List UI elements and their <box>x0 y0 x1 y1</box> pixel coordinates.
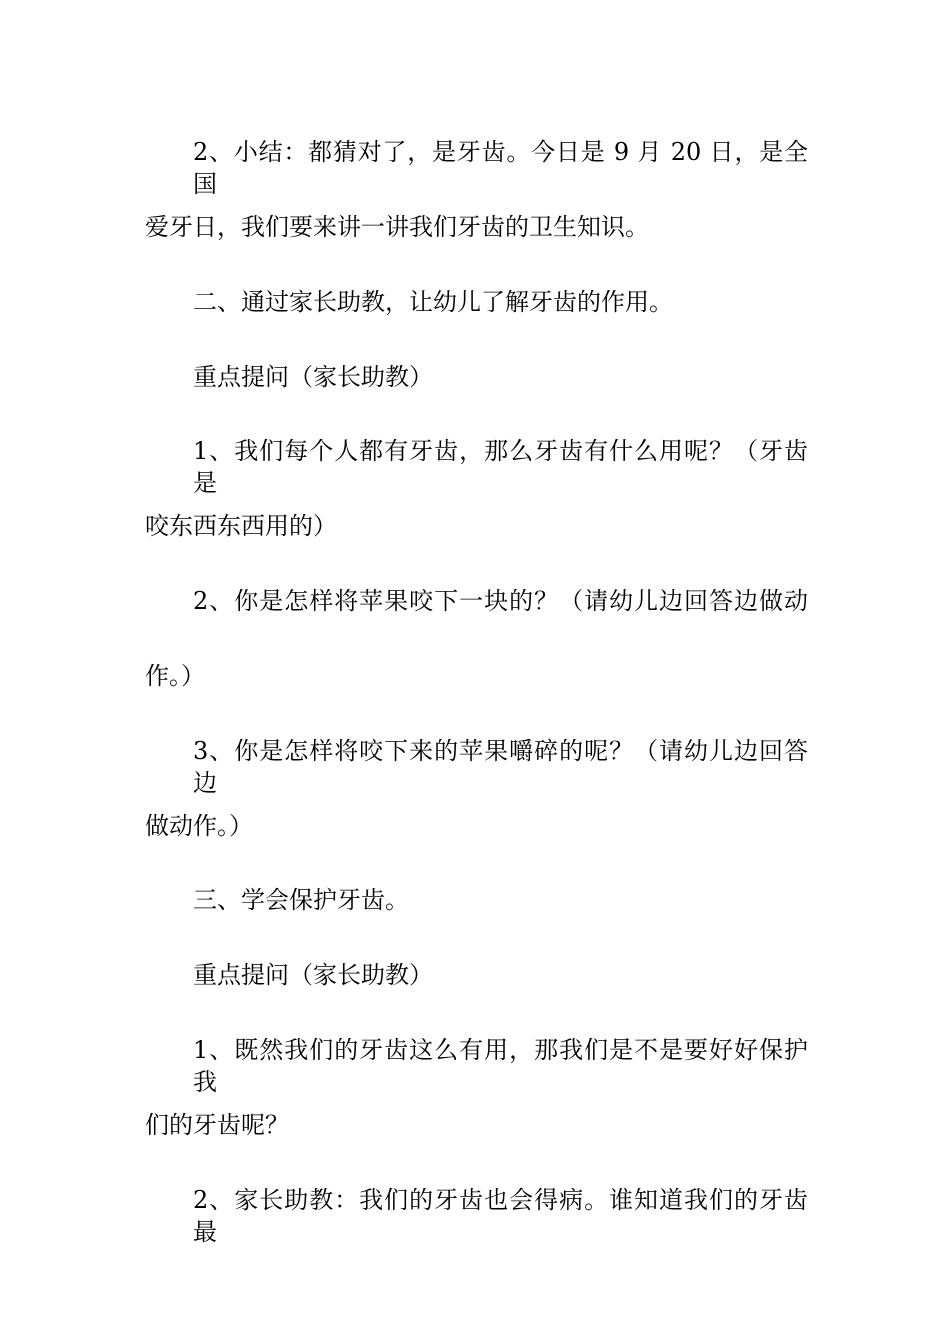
paragraph-line: 咬东西东西用的） <box>145 512 337 540</box>
paragraph-line: 作。） <box>145 662 205 690</box>
paragraph-line: 爱牙日，我们要来讲一讲我们牙齿的卫生知识。 <box>145 213 649 241</box>
paragraph-line: 2、你是怎样将苹果咬下一块的？（请幼儿边回答边做动 <box>193 587 808 615</box>
paragraph-line: 1、既然我们的牙齿这么有用，那我们是不是要好好保护我 <box>193 1036 808 1096</box>
paragraph-line: 二、通过家长助教，让幼儿了解牙齿的作用。 <box>193 288 673 316</box>
paragraph-line: 2、家长助教：我们的牙齿也会得病。谁知道我们的牙齿最 <box>193 1186 808 1246</box>
paragraph-line: 三、学会保护牙齿。 <box>193 886 409 914</box>
paragraph-line: 重点提问（家长助教） <box>193 961 433 989</box>
paragraph-line: 2、小结：都猜对了，是牙齿。今日是 9 月 20 日，是全国 <box>193 138 808 198</box>
paragraph-line: 重点提问（家长助教） <box>193 363 433 391</box>
paragraph-line: 做动作。） <box>145 812 253 840</box>
paragraph-line: 1、我们每个人都有牙齿，那么牙齿有什么用呢？（牙齿是 <box>193 437 808 497</box>
paragraph-line: 3、你是怎样将咬下来的苹果嚼碎的呢？（请幼儿边回答边 <box>193 737 808 797</box>
paragraph-line: 们的牙齿呢？ <box>145 1111 289 1139</box>
